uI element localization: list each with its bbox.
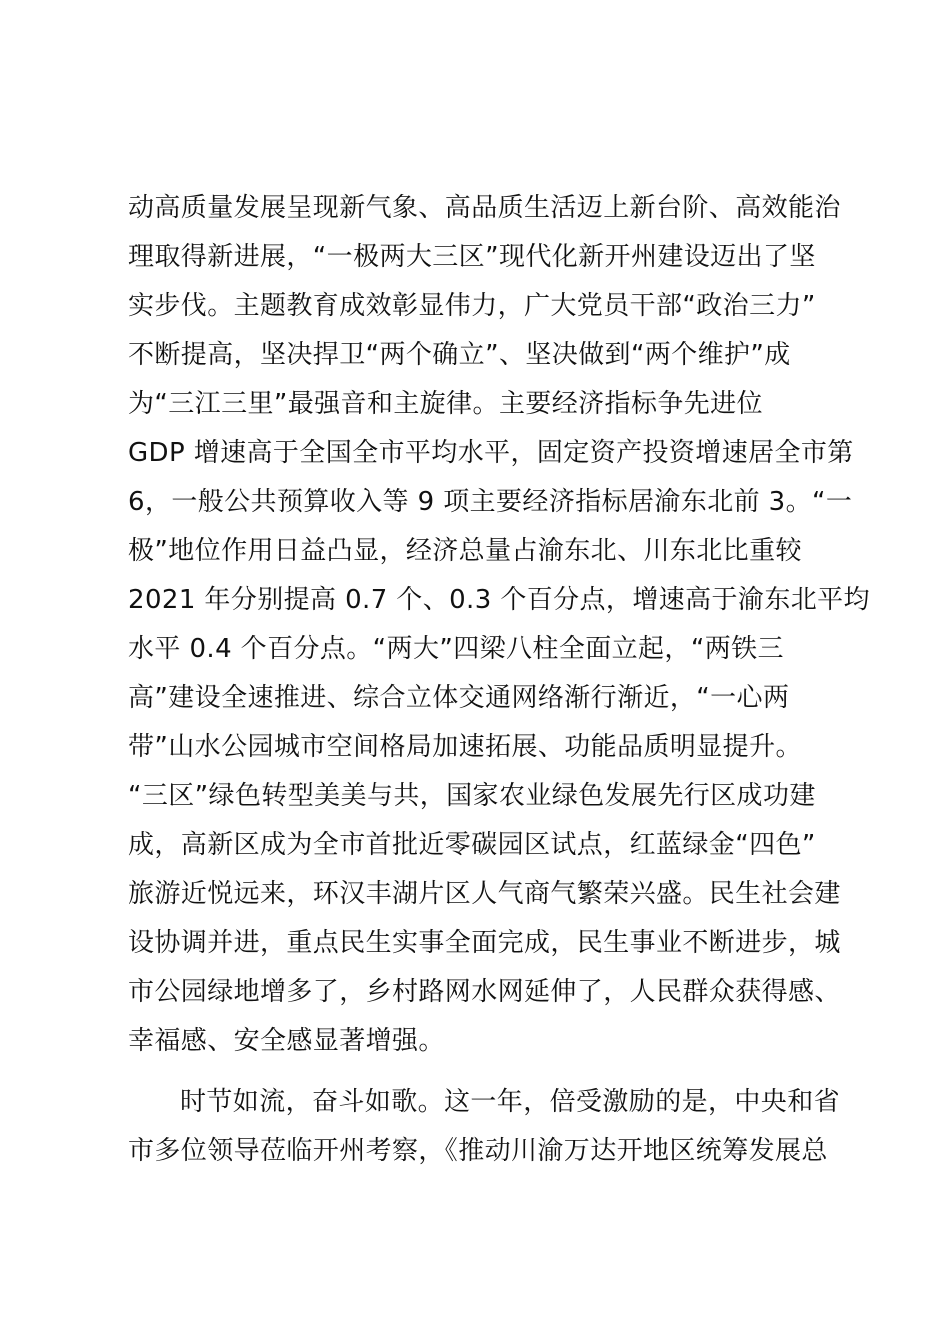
body-text-line: “三区”绿色转型美美与共，国家农业绿色发展先行区成功建	[128, 781, 816, 811]
body-text-line: 幸福感、安全感显著增强。	[128, 1026, 445, 1056]
body-text-line: 带”山水公园城市空间格局加速拓展、功能品质明显提升。	[128, 732, 802, 762]
body-text-line: GDP 增速高于全国全市平均水平，固定资产投资增速居全市第	[128, 438, 854, 468]
body-text-line: 为“三江三里”最强音和主旋律。主要经济指标争先进位	[128, 389, 763, 419]
body-text-line: 市公园绿地增多了，乡村路网水网延伸了，人民群众获得感、	[128, 977, 841, 1007]
body-text-line: 理取得新进展，“一极两大三区”现代化新开州建设迈出了坚	[128, 242, 816, 272]
body-text-line: 高”建设全速推进、综合立体交通网络渐行渐近，“一心两	[128, 683, 790, 713]
paragraph-first-line: 时节如流，奋斗如歌。这一年，倍受激励的是，中央和省	[180, 1087, 841, 1117]
body-text-line: 成，高新区成为全市首批近零碳园区试点，红蓝绿金“四色”	[128, 830, 816, 860]
body-text-line: 极”地位作用日益凸显，经济总量占渝东北、川东北比重较	[128, 536, 802, 566]
body-text-line: 不断提高，坚决捍卫“两个确立”、坚决做到“两个维护”成	[128, 340, 791, 370]
body-text-line: 2021 年分别提高 0.7 个、0.3 个百分点，增速高于渝东北平均	[128, 585, 870, 615]
body-text-line: 6，一般公共预算收入等 9 项主要经济指标居渝东北前 3。“一	[128, 487, 853, 517]
body-text-line: 实步伐。主题教育成效彰显伟力，广大党员干部“政治三力”	[128, 291, 816, 321]
body-text-line: 旅游近悦远来，环汉丰湖片区人气商气繁荣兴盛。民生社会建	[128, 879, 841, 909]
body-text-line: 市多位领导莅临开州考察，《推动川渝万达开地区统筹发展总	[128, 1136, 828, 1166]
body-text-line: 动高质量发展呈现新气象、高品质生活迈上新台阶、高效能治	[128, 193, 841, 223]
body-text-line: 水平 0.4 个百分点。“两大”四梁八柱全面立起，“两铁三	[128, 634, 784, 664]
body-text-line: 设协调并进，重点民生实事全面完成，民生事业不断进步，城	[128, 928, 841, 958]
